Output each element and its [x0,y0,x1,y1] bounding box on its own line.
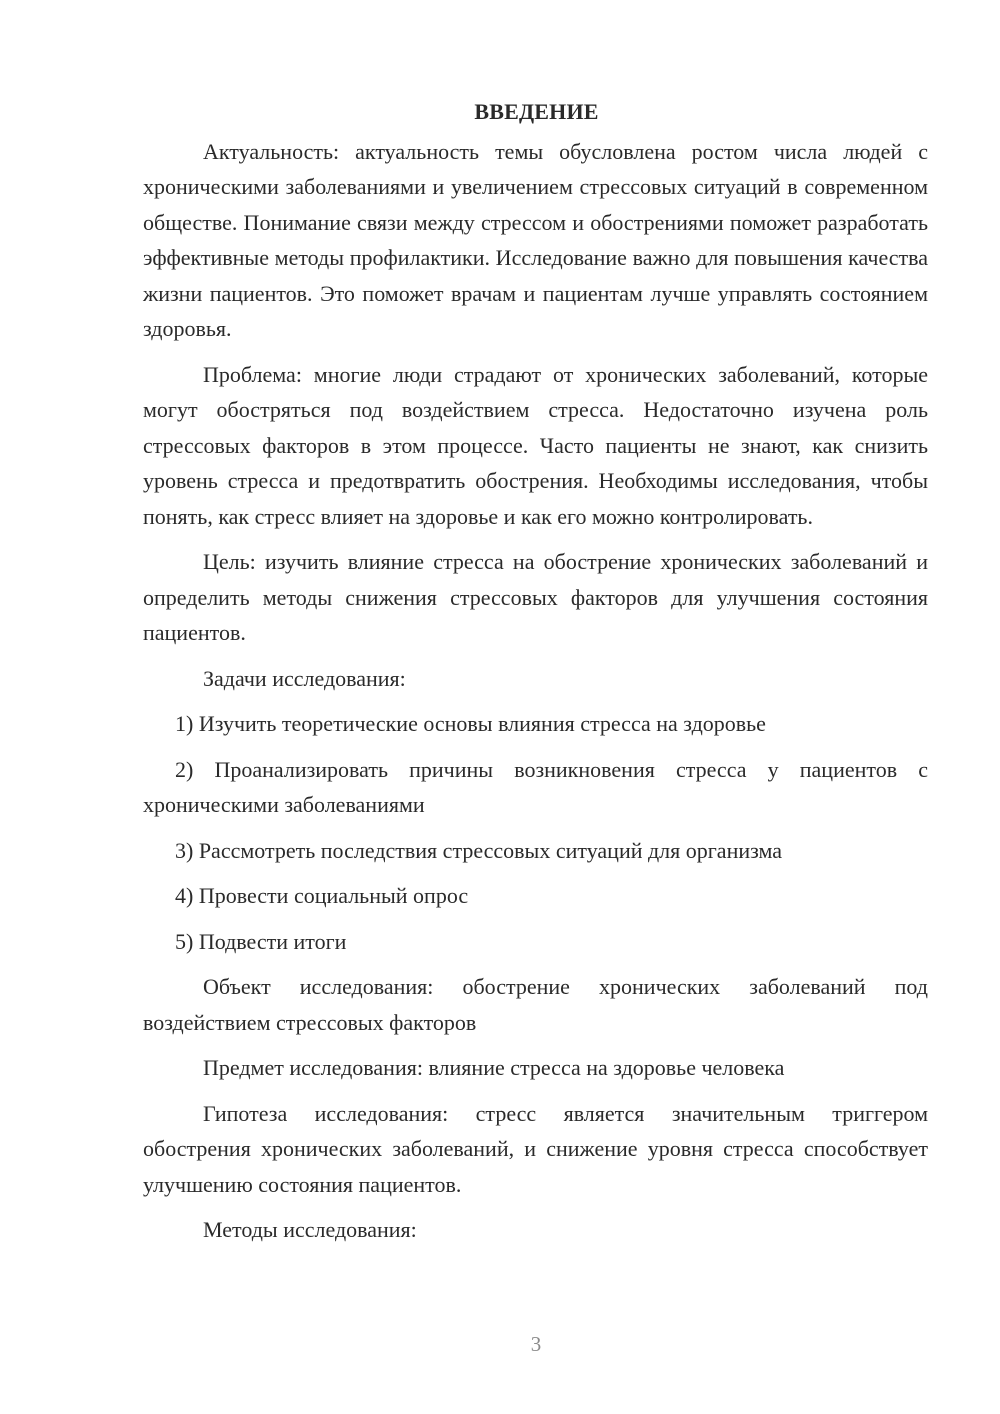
section-title: ВВЕДЕНИЕ [474,99,599,124]
tasks-heading: Задачи исследования: [203,665,406,691]
paragraph-goal: Цель: изучить влияние стресса на обострение хронических заболеваний и определить методы снижения стрессовых факторов для улучшения состояния пациентов. [143,549,928,645]
task-item-5: 5) Подвести итоги [175,928,347,954]
paragraph-subject: Предмет исследования: влияние стресса на здоровье человека [203,1055,785,1080]
paragraph-problem: Проблема: многие люди страдают от хронических заболеваний, которые могут обостряться под воздействием стресса. Недостаточно изучена роль стрессовых факторов в этом процессе. Часто пациенты не знают, как снизить уровень стресса и предотвратить обострения. Необходимы исследования, чтобы понять, как стресс влияет на здоровье и как его можно контролировать. [143,361,928,529]
methods-heading: Методы исследования: [203,1217,417,1242]
task-item-1: 1) Изучить теоретические основы влияния стресса на здоровье [175,711,766,736]
paragraph-relevance: Актуальность: актуальность темы обусловлена ростом числа людей с хроническими заболеваниями и увеличением стрессовых ситуаций в современном обществе. Понимание связи между стрессом и обострениями поможет разработать эффективные методы профилактики. Исследование важно для повышения качества жизни пациентов. Это поможет врачам и пациентам лучше управлять состоянием здоровья. [143,138,928,341]
page-number: 3 [530,1332,542,1356]
document-page [143,94,928,1258]
task-item-4: 4) Провести социальный опрос [175,883,469,908]
task-item-2: 2) Проанализировать причины возникновения стресса у пациентов с хроническими заболеваниями [143,756,928,817]
paragraph-hypothesis: Гипотеза исследования: стресс является значительным триггером обострения хронических заболеваний, и снижение уровня стресса способствует улучшению состояния пациентов. [143,1100,928,1197]
task-item-3: 3) Рассмотреть последствия стрессовых ситуаций для организма [175,837,783,863]
paragraph-object: Объект исследования: обострение хронических заболеваний под воздействием стрессовых факторов [143,974,928,1035]
